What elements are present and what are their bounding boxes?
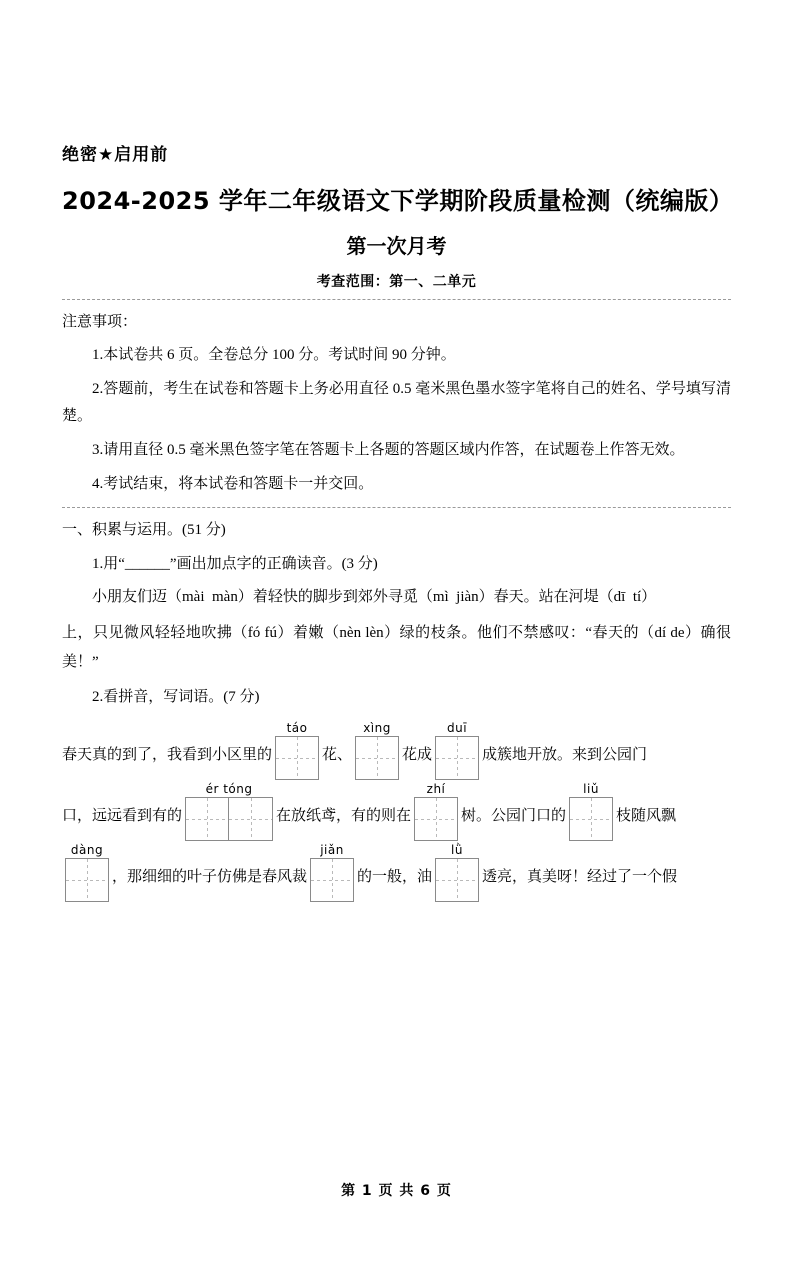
fill-text: 成簇地开放。来到公园门 (482, 746, 648, 763)
fill-text: 透亮，真美呀！经过了一个假 (482, 868, 678, 885)
fill-text: 口，远远看到有的 (62, 807, 183, 824)
pinyin-label: ér tóng (205, 781, 253, 796)
tianzige-cell[interactable] (435, 736, 479, 780)
tianzige-cell[interactable] (569, 797, 613, 841)
passage-seg: 小朋友们迈（mài (92, 589, 205, 606)
pinyin-answer-box[interactable] (414, 782, 458, 841)
exam-paper-page (0, 140, 793, 1262)
question-2-prompt: 2.看拼音，写词语。(7 分) (92, 689, 260, 705)
fill-text: ，那细细的叶子仿佛是春风裁 (112, 868, 308, 885)
pinyin-answer-box[interactable] (435, 721, 479, 780)
exam-scope: 考查范围：第一、二单元 (316, 274, 477, 290)
divider-bottom (62, 507, 731, 508)
pinyin-label: zhí (426, 781, 446, 796)
tianzige-grid[interactable] (355, 736, 399, 780)
pinyin-answer-box[interactable] (65, 843, 109, 902)
fill-text: 花、 (322, 746, 353, 763)
tianzige-cell[interactable] (414, 797, 458, 841)
pinyin-answer-box[interactable] (275, 721, 319, 780)
notice-heading: 注意事项： (62, 314, 138, 330)
fill-text: 在放纸鸢，有的则在 (276, 807, 412, 824)
notice-item: 4.考试结束，将本试卷和答题卡一并交回。 (92, 476, 374, 492)
question-2-fill-area (62, 721, 731, 902)
fill-text: 枝随风飘 (616, 807, 677, 824)
tianzige-grid[interactable] (275, 736, 319, 780)
pinyin-answer-box[interactable] (569, 782, 613, 841)
pinyin-label: dàng (70, 842, 104, 857)
fill-text: 树。公园门口的 (461, 807, 567, 824)
question-1-prompt: 1.用“______”画出加点字的正确读音。(3 分) (92, 555, 378, 572)
pinyin-label: lǜ (451, 842, 463, 857)
pinyin-label: xìng (363, 720, 391, 735)
question-1-passage-line2: 上，只见微风轻轻地吹拂（fó fú）着嫩（nèn lèn）绿的枝条。他们不禁感叹：“春天的（dí de）确很美！” (62, 624, 731, 670)
tianzige-cell[interactable] (65, 858, 109, 902)
passage-seg: jiàn）春天。站在河堤（dī (456, 589, 626, 606)
tianzige-cell[interactable] (310, 858, 354, 902)
fill-row (62, 782, 731, 841)
tianzige-grid[interactable] (65, 858, 109, 902)
pinyin-answer-box[interactable] (185, 782, 273, 841)
tianzige-cell[interactable] (355, 736, 399, 780)
fill-text: 花成 (402, 746, 433, 763)
passage-seg: màn）着轻快的脚步到郊外寻觅（mì (212, 589, 449, 606)
tianzige-grid[interactable] (569, 797, 613, 841)
divider-top (62, 299, 731, 300)
question-1-passage-line1 (62, 583, 731, 612)
notice-item: 2.答题前，考生在试卷和答题卡上务必用直径 0.5 毫米黑色墨水签字笔将自己的姓名、学号填写清楚。 (62, 381, 731, 424)
passage-seg: tí） (632, 589, 657, 606)
pinyin-answer-box[interactable] (355, 721, 399, 780)
notice-item: 3.请用直径 0.5 毫米黑色签字笔在答题卡上各题的答题区域内作答，在试题卷上作答无效。 (92, 441, 685, 458)
pinyin-label: jiǎn (320, 842, 344, 857)
pinyin-answer-box[interactable] (310, 843, 354, 902)
pinyin-label: duī (447, 720, 468, 735)
secret-label: 绝密★启用前 (62, 145, 169, 165)
tianzige-grid[interactable] (435, 736, 479, 780)
notice-item: 1.本试卷共 6 页。全卷总分 100 分。考试时间 90 分钟。 (92, 347, 456, 363)
tianzige-cell[interactable] (275, 736, 319, 780)
page-title: 2024-2025 学年二年级语文下学期阶段质量检测（统编版） (62, 187, 734, 215)
tianzige-cell[interactable] (185, 797, 229, 841)
fill-row (62, 721, 731, 780)
tianzige-grid[interactable] (185, 797, 273, 841)
tianzige-cell[interactable] (229, 797, 273, 841)
tianzige-grid[interactable] (435, 858, 479, 902)
tianzige-grid[interactable] (414, 797, 458, 841)
fill-text: 春天真的到了，我看到小区里的 (62, 746, 273, 763)
fill-text: 的一般，油 (357, 868, 433, 885)
pinyin-label: liǔ (583, 781, 599, 796)
tianzige-cell[interactable] (435, 858, 479, 902)
tianzige-grid[interactable] (310, 858, 354, 902)
pinyin-answer-box[interactable] (435, 843, 479, 902)
page-footer: 第 1 页 共 6 页 (341, 1183, 452, 1199)
pinyin-label: táo (286, 720, 308, 735)
exam-subtitle: 第一次月考 (346, 234, 447, 258)
section-one-title: 一、积累与运用。(51 分) (62, 522, 226, 539)
fill-row (62, 843, 731, 902)
